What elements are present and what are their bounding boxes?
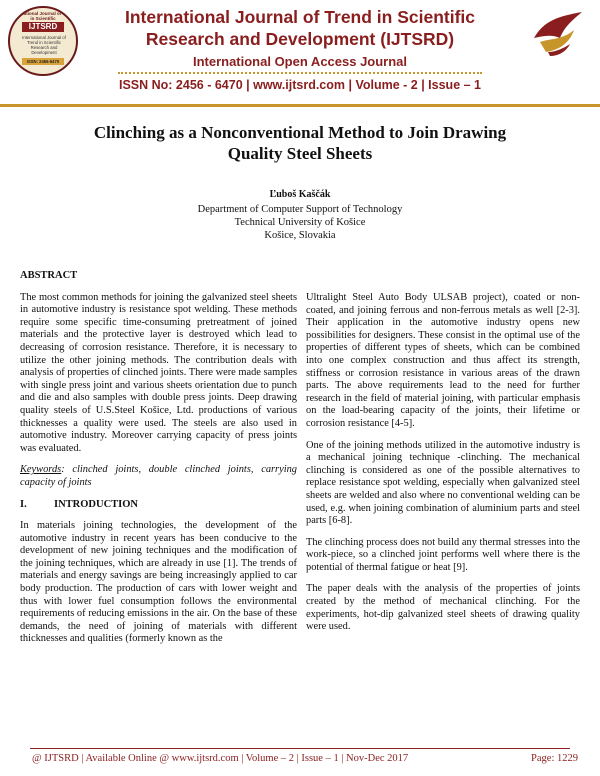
bird-icon (530, 8, 586, 60)
header-rule (0, 104, 600, 107)
issn-line: ISSN No: 2456 - 6470 | www.ijtsrd.com | Volume - 2 | Issue – 1 (118, 78, 481, 92)
journal-title-line1: International Journal of Trend in Scientific (124, 7, 476, 27)
journal-logo (8, 6, 78, 76)
logo-ring-text: International Journal of Trend in Scientific (11, 11, 75, 21)
intro-paragraph-1: In materials joining technologies, the development of the automotive industry in recent years has been conducive to the development of new joining techniques and the modification of the joining techniques, which are already in use [1]. The trends of materials and energy savings are being increasingly applied to car body production. The production of cars with lower weight and thus with lower fuel consumption follows the environmental requirements of reducing emissions in the air. On the base of these demands, the need of joining of materials with different thicknesses and qualities (formerly known as the (20, 520, 297, 645)
left-column (20, 270, 297, 655)
intro-paragraph-3: The clinching process does not build any thermal stresses into the work-piece, so a clinched joint performs well where there is the potential of thermal fatigue or heat [9]. (306, 536, 580, 573)
section-title: INTRODUCTION (54, 498, 139, 510)
affiliation-city: Košice, Slovakia (264, 230, 336, 241)
affiliation-university: Technical University of Košice (234, 217, 366, 228)
right-column (306, 292, 580, 643)
logo-issn: ISSN: 2456-6470 (22, 58, 64, 65)
abstract-text: The most common methods for joining the galvanized steel sheets in automotive industry is resistance spot welding. These methods require some specific time-consuming pretreatment of joined materials and the protective layer is destroyed which lead to decreasing of corrosion resistance. Therefore, it is necessary to utilize the other joining methods. The contribution deals with analysis of properties of clinched joints. There were made samples with single press joint and various sheets orientation due to punch and die and also samples with double press joints. Deep drawing quality steels of U.S.Steel Košice, Ltd. productions of various thicknesses a quality were used. The steels are also used in automotive industry. Moreover carrying capacity of press joints was evaluated. (20, 291, 297, 454)
journal-title-line2: Research and Development (IJTSRD) (145, 29, 455, 49)
affiliation-department: Department of Computer Support of Technology (197, 204, 403, 215)
section-number: I. (20, 498, 27, 510)
footer-citation: @ IJTSRD | Available Online @ www.ijtsrd.com | Volume – 2 | Issue – 1 | Nov-Dec 2017 (32, 753, 409, 764)
page-number: Page: 1229 (531, 753, 578, 764)
logo-abbreviation: IJTSRD (22, 22, 64, 32)
keywords (20, 464, 297, 489)
journal-header (0, 0, 600, 108)
abstract-heading: ABSTRACT (20, 270, 78, 281)
author-name: Ľuboš Kaščák (269, 189, 331, 200)
footer-rule (30, 748, 570, 749)
journal-title (90, 6, 510, 50)
paper-title (40, 122, 560, 164)
paper-title-line2: Quality Steel Sheets (227, 144, 373, 163)
author-affiliation (40, 203, 560, 242)
intro-paragraph-4: The paper deals with the analysis of the properties of joints created by the method of mechanical clinching. For the experiments, hot-dip galvanized steel sheets of drawing quality were used. (306, 583, 580, 633)
logo-inner-text: International Journal of Trend in Scientific Research and Development (22, 35, 66, 55)
intro-paragraph-2: One of the joining methods utilized in the automotive industry is a mechanical joining technique -clinching. The mechanical clinching is considered as one of the possible alternatives to replace resistance spot welding, especially when galvanized steel sheets are welded and also where no conventional welding can be used, e.g. when joining combination of aluminium parts and steel parts [6-8]. (306, 439, 580, 527)
intro-paragraph-1-continued: Ultralight Steel Auto Body ULSAB project), coated or non-coated, and joining ferrous and non-ferrous metals as well [2-3]. Their application in the automotive industry opens new possibilities for designers. These consist in the optimal use of the properties of different types of sheets, which can be combined into one complex construction and thus affect its strength, stiffness or corrosion resistance in various areas of the drawn parts. The above requirements lead to the need for further research in the field of material joining, with particular emphasis on the load-bearing capacity of the joints, their lifetime or corrosion resistance [4-5]. (306, 292, 580, 429)
keywords-text: : clinched joints, double clinched joints, carrying capacity of joints (20, 464, 297, 488)
header-dotted-divider (118, 72, 482, 74)
paper-title-line1: Clinching as a Nonconventional Method to Join Drawing (93, 123, 507, 142)
introduction-heading (20, 499, 297, 512)
open-access-label: International Open Access Journal (192, 54, 408, 69)
keywords-label: Keywords (20, 464, 62, 476)
